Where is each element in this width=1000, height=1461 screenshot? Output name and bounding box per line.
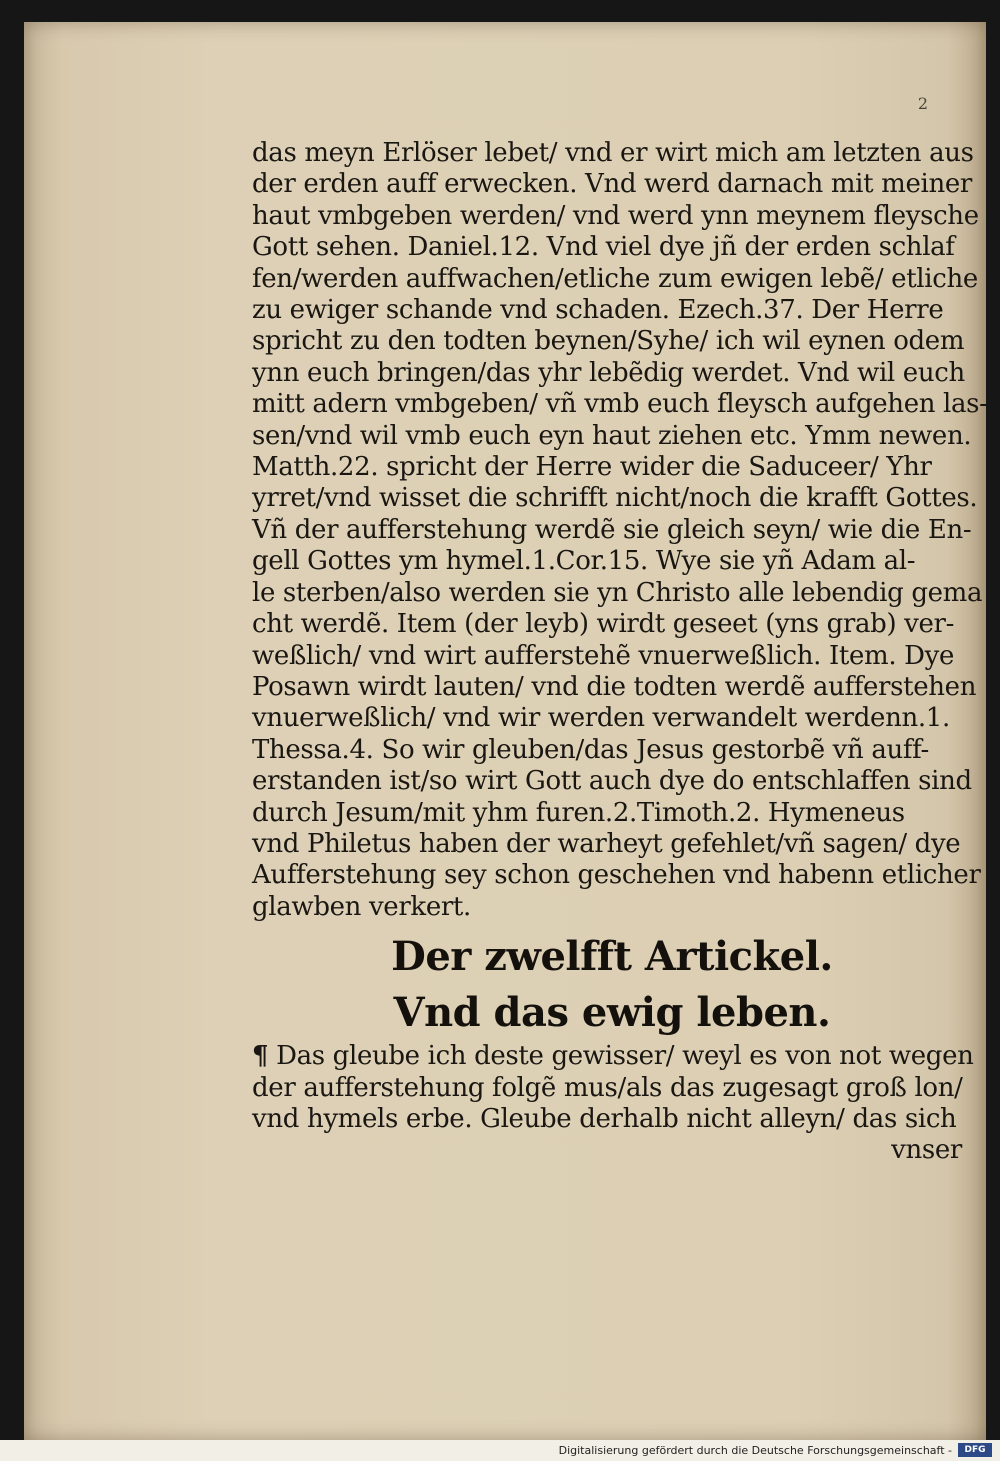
body-paragraph bbox=[252, 138, 988, 923]
text-line: cht werdẽ. Item (der leyb) wirdt geseet (yns grab) ver- bbox=[252, 609, 955, 640]
text-line bbox=[252, 1041, 972, 1072]
book-page bbox=[24, 22, 986, 1440]
text-line: Posawn wirdt lauten/ vnd die todten werdẽ aufferstehen bbox=[252, 671, 977, 702]
text-line: erstanden ist/so wirt Gott auch dye do entschlaffen sind bbox=[252, 766, 972, 797]
text-line: vnd hymels erbe. Gleube derhalb nicht alleyn/ das sich bbox=[252, 1103, 957, 1134]
text-line: glawben verkert. bbox=[252, 891, 471, 922]
text-line: vnuerweßlich/ vnd wir werden verwandelt werdenn.1. bbox=[252, 703, 950, 734]
text-line: fen/werden auffwachen/etliche zum ewigen lebẽ/ etliche bbox=[252, 263, 978, 294]
text-line: Matth.22. spricht der Herre wider die Saduceer/ Yhr bbox=[252, 452, 932, 483]
text-line: Thessa.4. So wir gleuben/das Jesus gestorbẽ vñ auff- bbox=[252, 734, 929, 765]
text-line: sen/vnd wil vmb euch eyn haut ziehen etc. Ymm newen. bbox=[252, 420, 972, 451]
text-line: der erden auff erwecken. Vnd werd darnach mit meiner bbox=[252, 169, 972, 200]
text-line: gell Gottes ym hymel.1.Cor.15. Wye sie yñ Adam al- bbox=[252, 546, 916, 577]
text-line: Vñ der aufferstehung werdẽ sie gleich seyn/ wie die En- bbox=[252, 514, 972, 545]
funding-notice: Digitalisierung gefördert durch die Deutsche Forschungsgemeinschaft - bbox=[558, 1444, 952, 1457]
text-line: durch Jesum/mit yhm furen.2.Timoth.2. Hymeneus bbox=[252, 797, 905, 828]
text-line: yrret/vnd wisset die schrifft nicht/noch die krafft Gottes. bbox=[252, 483, 978, 514]
page-corner-mark: 2 bbox=[917, 94, 928, 113]
text-line: weßlich/ vnd wirt aufferstehẽ vnuerweßlich. Item. Dye bbox=[252, 640, 955, 671]
text-line: Aufferstehung sey schon geschehen vnd habenn etlicher bbox=[252, 860, 981, 891]
dfg-logo: DFG bbox=[958, 1443, 992, 1457]
text-line: Gott sehen. Daniel.12. Vnd viel dye jñ der erden schlaf bbox=[252, 232, 955, 263]
pilcrow-mark: ¶ bbox=[252, 1041, 269, 1072]
text-line: spricht zu den todten beynen/Syhe/ ich wil eynen odem bbox=[252, 326, 965, 357]
text-line: vnd Philetus haben der warheyt gefehlet/vñ sagen/ dye bbox=[252, 828, 961, 859]
text-line: mitt adern vmbgeben/ vñ vmb euch fleysch aufgehen las- bbox=[252, 389, 988, 420]
text-line-rest: Das gleube ich deste gewisser/ weyl es von not wegen bbox=[276, 1041, 974, 1072]
catchword: vnser bbox=[891, 1135, 962, 1166]
digitization-footer bbox=[0, 1440, 1000, 1461]
article-paragraph bbox=[252, 1041, 972, 1167]
text-line: le sterben/also werden sie yn Christo alle lebendig gema bbox=[252, 577, 983, 608]
text-line: ynn euch bringen/das yhr lebẽdig werdet. Vnd wil euch bbox=[252, 357, 965, 388]
text-line: zu ewiger schande vnd schaden. Ezech.37. Der Herre bbox=[252, 295, 944, 326]
text-line: der aufferstehung folgẽ mus/als das zugesagt groß lon/ bbox=[252, 1072, 963, 1103]
article-heading: Der zwelfft Artickel. bbox=[391, 933, 833, 981]
text-line: haut vmbgeben werden/ vnd werd ynn meynem fleysche bbox=[252, 200, 979, 231]
article-subheading: Vnd das ewig leben. bbox=[393, 989, 831, 1037]
text-block bbox=[252, 138, 988, 1167]
text-line: das meyn Erlöser lebet/ vnd er wirt mich am letzten aus bbox=[252, 138, 974, 168]
